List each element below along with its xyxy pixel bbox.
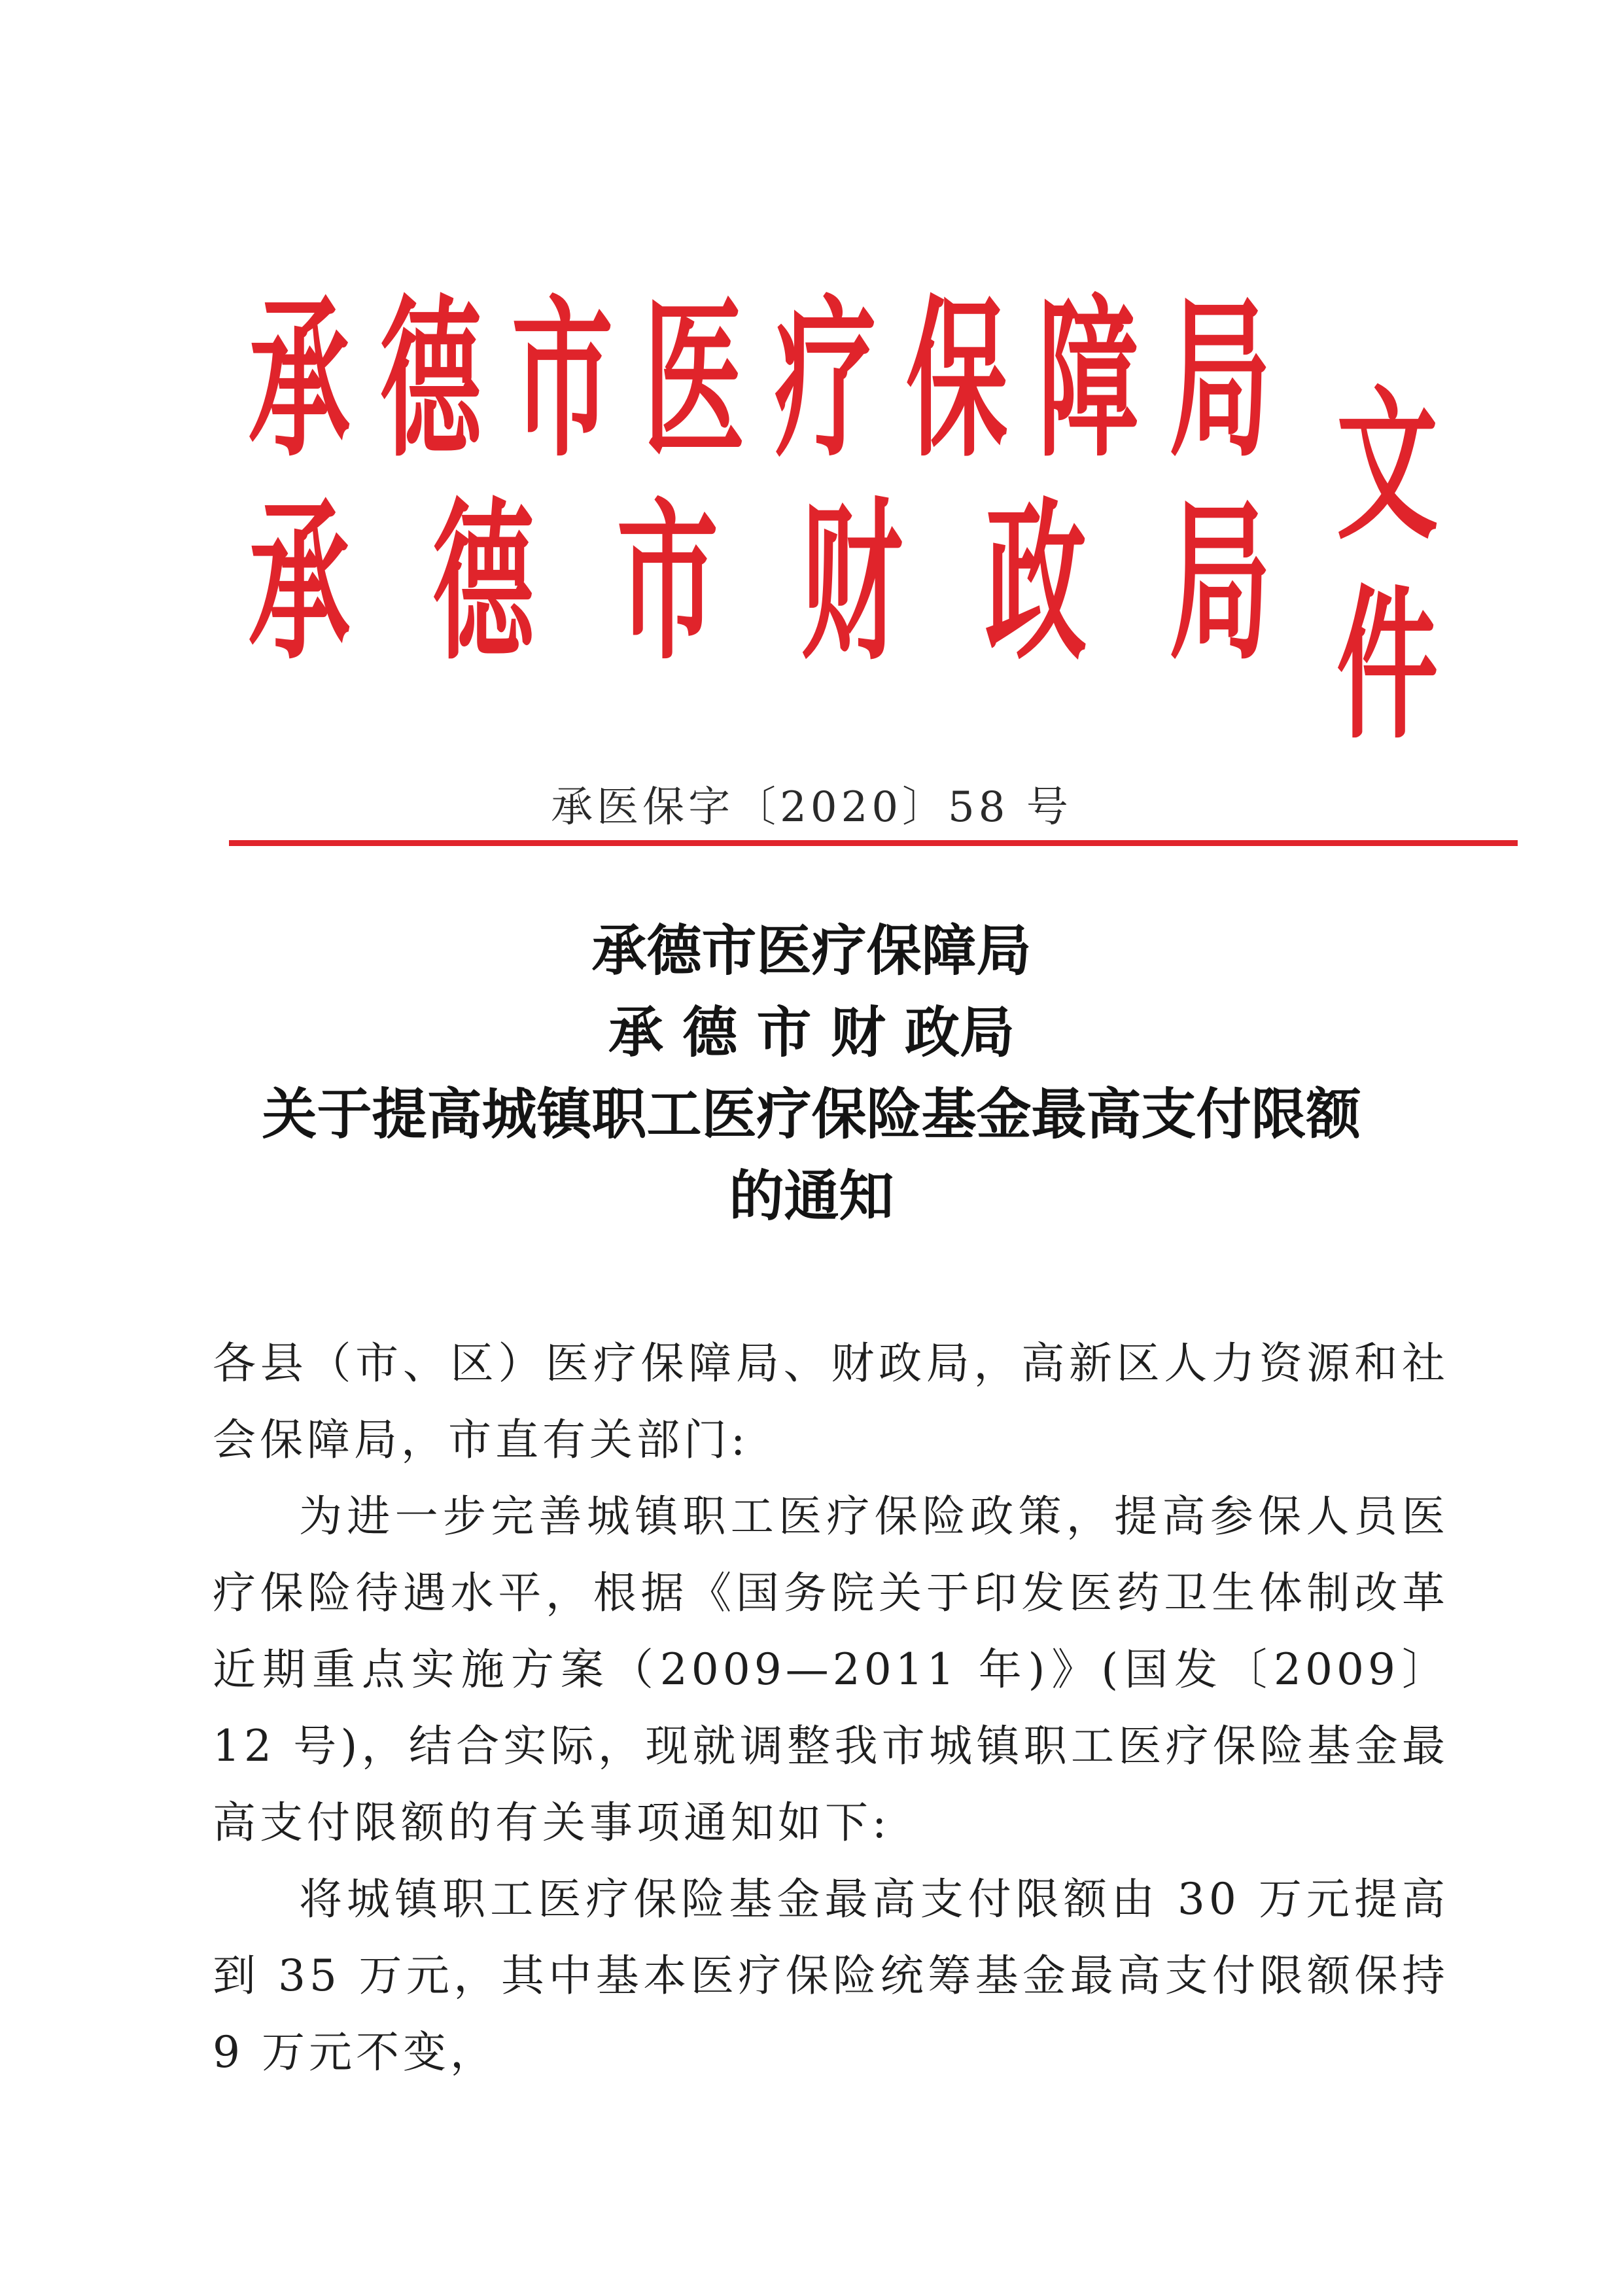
masthead-char: 局	[1169, 279, 1271, 480]
masthead-char: 局	[1169, 482, 1271, 683]
body-paragraph-2: 将城镇职工医疗保险基金最高支付限额由 30 万元提高到 35 万元，其中基本医疗保险统筹基金最高支付限额保持 9 万元不变，	[213, 1874, 1449, 2077]
salutation-paragraph: 各县（市、区）医疗保障局、财政局，高新区人力资源和社会保障局，市直有关部门:	[213, 1338, 1449, 1465]
masthead-line-medical-security-bureau	[249, 279, 1271, 480]
masthead-suffix-document	[1335, 366, 1440, 766]
document-body	[213, 1325, 1449, 2091]
title-line-3: 关于提高城镇职工医疗保险基金最高支付限额	[262, 1082, 1361, 1146]
masthead-suffix-char: 件	[1336, 571, 1439, 761]
masthead-char: 保	[906, 279, 1008, 480]
title-line-4: 的通知	[729, 1163, 894, 1228]
masthead-char: 德	[432, 482, 534, 683]
masthead-char: 医	[643, 279, 745, 480]
masthead-line-finance-bureau	[249, 482, 1271, 683]
masthead-suffix-char: 文	[1336, 371, 1439, 561]
masthead-char: 市	[616, 482, 718, 683]
document-title	[0, 910, 1623, 1237]
masthead-char: 障	[1038, 279, 1140, 480]
document-number: 承医保字〔2020〕58 号	[551, 783, 1072, 832]
masthead-char: 政	[985, 482, 1087, 683]
title-line-2: 承 德 市 财 政局	[608, 1000, 1015, 1065]
masthead-char: 承	[249, 279, 350, 480]
masthead-char: 市	[512, 279, 614, 480]
masthead-char: 财	[801, 482, 903, 683]
masthead-char: 疗	[775, 279, 877, 480]
title-line-1: 承德市医疗保障局	[591, 918, 1032, 983]
red-divider-rule	[229, 840, 1518, 846]
masthead-char: 承	[249, 482, 350, 683]
masthead-char: 德	[380, 279, 482, 480]
body-paragraph-1: 为进一步完善城镇职工医疗保险政策，提高参保人员医疗保险待遇水平，根据《国务院关于印发医药卫生体制改革近期重点实施方案（2009—2011 年)》(国发〔2009〕12 号)，结合实际，现就调整我市城镇职工医疗保险基金最高支付限额的有关事项通知如下:	[213, 1491, 1449, 1848]
red-masthead	[249, 279, 1478, 761]
